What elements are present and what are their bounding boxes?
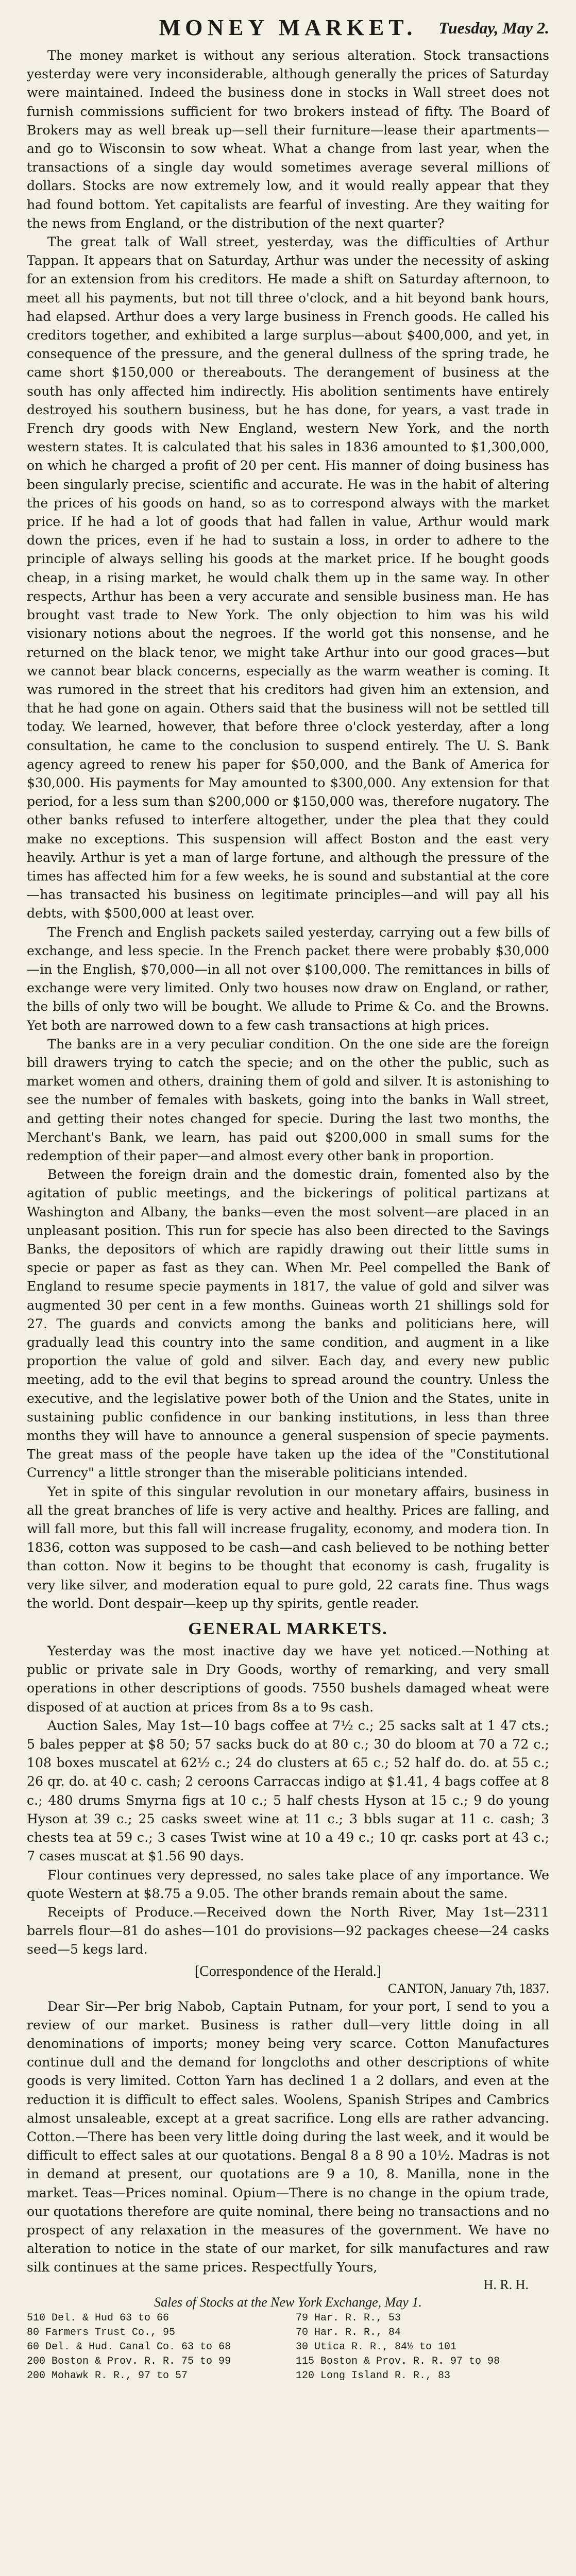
paragraph: Between the foreign drain and the domestic drain, fomented also by the agitation of public meetings, and the bickerings of political partizans at Washington and Albany, the banks—even the most solvent—are placed in an unpleasant position. This run for specie has also been directed to the Savings Banks, the depositors of which are rapidly drawing out their little sums in specie or paper as fast as they can. When Mr. Peel compelled the Bank of England to resume specie payments in 1817, the value of gold and silver was augmented 30 per cent in a few months. Guineas worth 21 shillings sold for 27. The guards and convicts among the banks and politicians here, will gradually lead this country into the same condition, and augment in a like proportion the value of gold and silver. Each day, and every new public meeting, add to the evil that begins to spread around the country. Unless the executive, and the legislative power both of the Union and the States, unite in sustaining public confidence in our banking institutions, in less than three months they will have to announce a general suspension of specie payments. The great mass of the people have taken up the idea of the "Constitutional Currency" a little stronger than the miserable politicians intended. bbox=[27, 1167, 549, 1481]
paragraph: Receipts of Produce.—Received down the North River, May 1st—2311 barrels flour—81 do ashes—101 do provisions—92 packages cheese—24 casks seed—5 kegs lard. bbox=[27, 1904, 549, 1957]
paragraph: Auction Sales, May 1st—10 bags coffee at 7½ c.; 25 sacks salt at 1 47 cts.; 5 bales pepper at $8 50; 57 sacks buck do at 80 c.; 30 do bloom at 70 a 72 c.; 108 boxes muscatel at 62½ c.; 24 do clusters at 65 c.; 52 half do. do. at 55 c.; 26 qr. do. at 40 c. cash; 2 ceroons Carraccas indigo at $1.41, 4 bags coffee at 8 c.; 480 drums Smyrna figs at 10 c.; 5 half chests Hyson at 15 c.; 9 do young Hyson at 39 c.; 25 casks sweet wine at 11 c.; 3 bbls sugar at 11 c. cash; 3 chests tea at 59 c.; 3 cases Twist wine at 10 a 49 c.; 10 qr. casks port at 43 c.; 7 cases muscat at $1.56 90 days. bbox=[27, 1718, 549, 1864]
masthead bbox=[27, 13, 549, 43]
signature: H. R. H. bbox=[483, 2277, 529, 2292]
stock-sale-entry: 79 Har. R. R., 53 bbox=[296, 2312, 401, 2324]
paragraph: Yet in spite of this singular revolution in our monetary affairs, business in all the great branches of life is very active and healthy. Prices are falling, and will fall more, but this fall will increase frugality, economy, and modera tion. In 1836, cotton was supposed to be cash—and cash believed to be nothing better than cotton. Now it begins to be thought that economy is cash, frugality is very like silver, and moderation equal to pure gold, 22 carats fine. Thus wags the world. Dont despair—keep up thy spirits, gentle reader. bbox=[27, 1484, 549, 1611]
correspondence-heading: [Correspondence of the Herald.] bbox=[194, 1963, 382, 1979]
stock-sale-entry: 200 Mohawk R. R., 97 to 57 bbox=[27, 2369, 188, 2382]
paragraph: Dear Sir—Per brig Nabob, Captain Putnam, for your port, I send to you a review of our market. Business is rather dull—very little doing in all denominations of imports; money being very scarce. Cotton Manufactures continue dull and the demand for longcloths and other descriptions of white goods is very limited. Cotton Yarn has declined 1 a 2 dollars, and even at the reduction it is difficult to effect sales. Woolens, Spanish Stripes and Cambrics almost unsaleable, except at a great sacrifice. Long ells are rather advancing. Cotton.—There has been very little doing during the last week, and it would be difficult to effect sales at our quotations. Bengal 8 a 8 90 a 10½. Madras is not in demand at present, our quotations are 9 a 10, 8. Manilla, none in the market. Teas—Prices nominal. Opium—There is no change in the opium trade, our quotations therefore are quite nominal, there being no transactions and no prospect of any relaxation in the measures of the government. We have no alteration to notice in the state of our market, for silk manufactures and raw silk continues at the same prices. Respectfully Yours, bbox=[27, 1998, 549, 2275]
correspondence-dateline: CANTON, January 7th, 1837. bbox=[388, 1980, 549, 1996]
stock-sale-entry: 70 Har. R. R., 84 bbox=[296, 2326, 401, 2338]
stock-sale-entry: 115 Boston & Prov. R. R. 97 to 98 bbox=[296, 2355, 500, 2367]
page-title: MONEY MARKET. bbox=[159, 15, 417, 40]
stock-sales-section bbox=[27, 2295, 549, 2383]
dateline: Tuesday, May 2. bbox=[438, 19, 549, 37]
paragraph: The money market is without any serious alteration. Stock transactions yesterday were very inconsiderable, although generally the prices of Saturday were maintained. Indeed the business done in stocks in Wall street does not furnish commissions sufficient for two brokers instead of fifty. The Board of Brokers may as well break up—sell their furniture—lease their apartments—and go to Wisconsin to sow wheat. What a change from last year, when the transactions of a single day would sometimes average several millions of dollars. Stocks are now extremely low, and it would really appear that they had found bottom. Yet capitalists are fearful of investing. Are they waiting for the news from England, or the distribution of the next quarter? bbox=[27, 48, 549, 231]
money-market-section bbox=[27, 46, 549, 1613]
paragraph: Flour continues very depressed, no sales take place of any importance. We quote Western at $8.75 a 9.05. The other brands remain about the same. bbox=[27, 1867, 549, 1901]
section-heading: GENERAL MARKETS. bbox=[188, 1619, 388, 1639]
stock-sale-entry: 120 Long Island R. R., 83 bbox=[296, 2369, 451, 2382]
stock-sale-entry: 30 Utica R. R., 84½ to 101 bbox=[296, 2341, 457, 2353]
paragraph: Yesterday was the most inactive day we have yet noticed.—Nothing at public or private sale in Dry Goods, worthy of remarking, and very small operations in other descriptions of goods. 7550 bushels damaged wheat were disposed of at auction at prices from 8s a to 9s cash. bbox=[27, 1643, 549, 1715]
stock-sales-heading: Sales of Stocks at the New York Exchange, May 1. bbox=[154, 2294, 422, 2310]
paragraph: The banks are in a very peculiar condition. On the one side are the foreign bill drawers trying to catch the specie; and on the other the public, such as market women and others, draining them of gold and silver. It is astonishing to see the number of females with baskets, going into the banks in Wall street, and getting their notes changed for specie. During the last two months, the Merchant's Bank, we learn, has paid out $200,000 in small sums for the redemption of their paper—and almost every other bank in proportion. bbox=[27, 1036, 549, 1163]
correspondence-section bbox=[27, 1963, 549, 2293]
paragraph: The French and English packets sailed yesterday, carrying out a few bills of exchange, and less specie. In the French packet there were probably $30,000—in the English, $70,000—in all not over $100,000. The remittances in bills of exchange were very limited. Only two houses now draw on England, or rather, the bills of only two will be bought. We allude to Prime & Co. and the Browns. Yet both are narrowed down to a few cash transactions at high prices. bbox=[27, 924, 549, 1033]
stock-sale-entry: 200 Boston & Prov. R. R. 75 to 99 bbox=[27, 2355, 231, 2367]
paragraph: The great talk of Wall street, yesterday, was the difficulties of Arthur Tappan. It appears that on Saturday, Arthur was under the necessity of asking for an extension from his creditors. He made a shift on Saturday afternoon, to meet all his payments, but not till three o'clock, and a hit beyond bank hours, had elapsed. Arthur does a very large business in French goods. He called his creditors together, and exhibited a large surplus—about $400,000, and yet, in consequence of the pressure, and the general dullness of the spring trade, he came short $150,000 or thereabouts. The derangement of business at the south has only affected him indirectly. His abolition sentiments have entirely destroyed his southern business, but he has done, for years, a vast trade in French dry goods with New England, western New York, and the north western states. It is calculated that his sales in 1836 amounted to $1,300,000, on which he charged a profit of 20 per cent. His manner of doing business has been singularly precise, scientific and accurate. He was in the habit of altering the prices of his goods on hand, so as to correspond always with the market price. If he had a lot of goods that had fallen in value, Arthur would mark down the prices, even if he had to sustain a loss, in order to adhere to the principle of always selling his goods at the market price. If he bought goods cheap, in a rising market, he would chalk them up in the same way. In other respects, Arthur has been a very accurate and sensible business man. He has brought vast trade to New York. The only objection to him was his wild visionary notions about the negroes. If the world got this nonsense, and he returned on the black tenor, we might take Arthur into our good graces—but we cannot bear black concerns, especially as the warm weather is coming. It was rumored in the street that his creditors had given him an extension, and that he had gone on again. Others said that the business will not be settled till today. We learned, however, that before three o'clock yesterday, after a long consultation, he came to the conclusion to suspend entirely. The U. S. Bank agency agreed to renew his paper for $50,000, and the Bank of America for $30,000. His payments for May amounted to $300,000. Any extension for that period, for a less sum than $200,000 or $150,000 was, therefore nugatory. The other banks refused to interfere altogether, under the plea that they could make no exceptions. This suspension will affect Boston and the east very heavily. Arthur is yet a man of large fortune, and although the pressure of the times has affected him for a few weeks, he is sound and substantial at the core—has transacted his business on legitimate principles—and will pay all his debts, with $500,000 at least over. bbox=[27, 234, 549, 921]
stock-sale-entry: 80 Farmers Trust Co., 95 bbox=[27, 2326, 176, 2338]
stock-sales-table bbox=[27, 2311, 549, 2383]
stock-sale-entry: 60 Del. & Hud. Canal Co. 63 to 68 bbox=[27, 2341, 231, 2353]
general-markets-section bbox=[27, 1619, 549, 1959]
stock-sale-entry: 510 Del. & Hud 63 to 66 bbox=[27, 2312, 170, 2324]
